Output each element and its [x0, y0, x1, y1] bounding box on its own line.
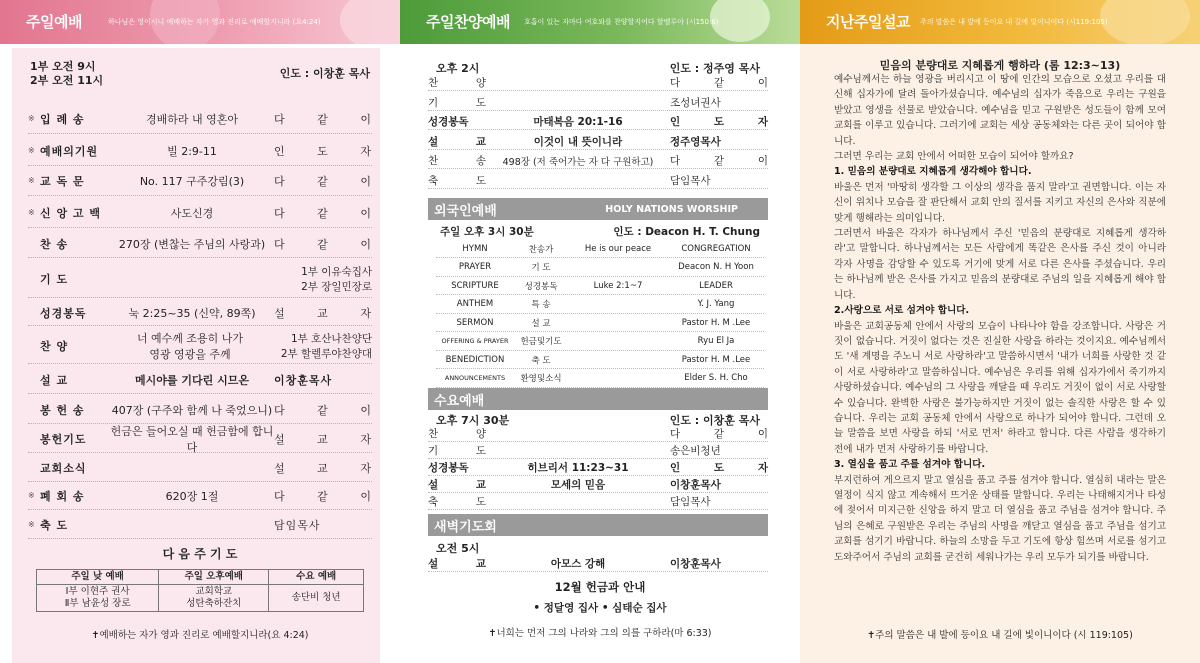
- footer-verse: ✝예배하는 자가 영과 진리로 예배할지니라(요 4:24): [91, 630, 309, 641]
- order-person: [270, 264, 372, 294]
- order-row: [28, 328, 372, 364]
- order-label: 봉헌기도: [40, 432, 87, 446]
- row-en: HYMN: [462, 243, 488, 254]
- sermon-body: [834, 72, 1166, 565]
- order-person-text: 설 교 자: [274, 432, 372, 446]
- foreign-row: [436, 333, 764, 351]
- order-item: [110, 488, 274, 504]
- foreign-title-en: HOLY NATIONS WORSHIP: [605, 203, 738, 215]
- page-title: 주일찬양예배: [426, 13, 510, 31]
- offering-title: 12월 헌금과 안내: [554, 580, 646, 594]
- row-person: 인 도 자: [670, 116, 768, 128]
- order-person: [274, 431, 372, 447]
- order-person: [274, 111, 372, 127]
- row-person: Elder S. H. Cho: [684, 373, 748, 383]
- order-person-text: 2부 할렐루야찬양대: [280, 347, 372, 360]
- service-row: [428, 443, 768, 459]
- service-time: 1부 오전 9시: [30, 60, 96, 73]
- row-person: 이창훈목사: [670, 558, 721, 570]
- foreign-time: 주일 오후 3시 30분: [440, 226, 534, 238]
- order-row: [28, 136, 372, 166]
- order-item: [110, 236, 274, 252]
- row-item: 498장 (저 죽어가는 자 다 구원하고): [502, 156, 654, 168]
- order-item-text: 407장 (구주와 함께 나 죽었으니): [111, 403, 273, 417]
- row-label: 찬 양: [428, 77, 486, 89]
- order-item: [110, 330, 270, 362]
- header-band-sermon: [800, 0, 1200, 44]
- row-label: 찬 양: [428, 428, 486, 440]
- order-person-text: 다 같 이: [274, 112, 372, 126]
- row-label: 성경봉독: [428, 116, 469, 128]
- row-label: 축 도: [428, 496, 486, 508]
- col-header: 수요 예배: [269, 570, 364, 585]
- row-person: Deacon N. H Yoon: [678, 262, 754, 272]
- next-week-table: [36, 569, 364, 612]
- order-item-text: No. 117 구주강림(3): [139, 174, 245, 188]
- row-person: 이창훈목사: [670, 479, 721, 491]
- row-en: OFFERING & PRAYER: [441, 337, 509, 345]
- order-label: 예배의기원: [40, 144, 99, 158]
- service-time: 2부 오전 11시: [30, 74, 104, 87]
- order-label: 찬 송: [40, 237, 69, 251]
- row-ko: 헌금및기도: [520, 337, 562, 347]
- dawn-header: [428, 514, 768, 536]
- afternoon-prayers: 교회학교 성탄축하잔치: [159, 585, 269, 612]
- order-row: [28, 425, 372, 453]
- row-en: BENEDICTION: [445, 354, 505, 365]
- foreign-row: [436, 314, 764, 332]
- service-row: [428, 426, 768, 442]
- dawn-time: 오전 5시: [436, 542, 480, 555]
- row-person: 정주영목사: [670, 135, 721, 148]
- order-person-text: 설 교 자: [274, 461, 372, 475]
- order-item: [110, 305, 274, 321]
- order-person: [274, 372, 372, 388]
- order-item: [110, 372, 274, 388]
- order-person-text: 1부 호산나찬양단: [290, 332, 372, 345]
- order-item: [110, 173, 274, 189]
- foreign-row: [436, 259, 764, 277]
- row-en: PRAYER: [458, 262, 492, 272]
- row-ko: 찬송가: [528, 244, 554, 255]
- order-row: [28, 166, 372, 196]
- row-en: SCRIPTURE: [451, 280, 499, 291]
- foreign-row: [436, 277, 764, 295]
- row-ko: 축 도: [531, 355, 551, 366]
- header-verse: 하나님은 영이시니 예배하는 자가 영과 진리로 예배할지니라 (요4:24): [108, 18, 321, 26]
- row-person: 다 같 이: [670, 155, 768, 167]
- row-person: Pastor H. M .Lee: [681, 354, 751, 365]
- order-label: 찬 양: [40, 339, 69, 353]
- row-person: 담임목사: [670, 174, 711, 187]
- order-item: [110, 143, 274, 159]
- row-ko: 성경봉독: [524, 281, 558, 292]
- foreign-row: [436, 240, 764, 258]
- sermon-title: 믿음의 분량대로 지혜롭게 행하라 (롬 12:3~13): [879, 59, 1121, 72]
- order-person: [274, 173, 372, 189]
- order-row: [28, 454, 372, 482]
- foreign-title: 외국인예배: [434, 203, 497, 219]
- wednesday-time: 오후 7시 30분: [436, 414, 510, 427]
- order-item-text: 눅 2:25~35 (신약, 89쪽): [128, 306, 256, 320]
- foreign-leader: 인도 : Deacon H. T. Chung: [613, 226, 760, 238]
- order-row: [28, 300, 372, 326]
- order-item-text: 620장 1절: [165, 489, 219, 503]
- leaf-decoration-icon: [710, 0, 770, 42]
- order-label: 입 례 송: [40, 112, 85, 126]
- foreign-row: [436, 370, 764, 388]
- order-person-text: 설 교 자: [274, 306, 372, 320]
- next-week-title: 다 음 주 기 도: [162, 547, 238, 561]
- order-person: [274, 305, 372, 321]
- order-person: [274, 236, 372, 252]
- row-person: CONGREGATION: [681, 243, 751, 254]
- order-person: [274, 460, 372, 476]
- wednesday-header: [428, 388, 768, 410]
- order-person-text: 이창훈목사: [274, 373, 333, 387]
- order-row: [28, 511, 372, 539]
- row-person: 담임목사: [670, 496, 711, 508]
- afternoon-time: 오후 2시: [436, 62, 480, 75]
- order-item-text: 메시야를 기다린 시므온: [135, 373, 249, 387]
- order-item-text: 270장 (변찮는 주님의 사랑과): [118, 237, 266, 251]
- footer-verse: ✝주의 말씀은 내 발에 등이요 내 길에 빛이니이다 (시 119:105): [867, 630, 1133, 641]
- row-label: 설 교: [428, 479, 486, 491]
- leader: 인도 : 이창훈 목사: [279, 67, 370, 80]
- row-label: 설 교: [428, 558, 486, 570]
- page-title: 주일예배: [26, 13, 82, 31]
- row-en: SERMON: [456, 317, 494, 328]
- wednesday-prayer: 송단비 청년: [269, 585, 364, 612]
- order-label: 폐 회 송: [40, 489, 85, 503]
- wednesday-leader: 인도 : 이창훈 목사: [669, 414, 760, 427]
- row-person: LEADER: [699, 280, 733, 291]
- order-label: 교 독 문: [40, 174, 85, 188]
- order-label: 성경봉독: [40, 306, 87, 320]
- order-person-text: 다 같 이: [274, 403, 372, 417]
- order-person: [274, 143, 372, 159]
- order-row: [28, 396, 372, 424]
- row-label: 찬 송: [428, 155, 486, 167]
- service-row: [428, 460, 768, 476]
- order-person: [274, 205, 372, 221]
- order-person-text: 인 도 자: [274, 144, 372, 158]
- dawn-row: [428, 556, 768, 572]
- row-person: Pastor H. M .Lee: [681, 317, 751, 328]
- row-person: 다 같 이: [670, 77, 768, 89]
- header-verse: 호흡이 있는 자마다 여호와를 찬양할지어다 할렐루야 (시150:6): [524, 18, 719, 26]
- afternoon-leader: 인도 : 정주영 목사: [669, 62, 760, 75]
- order-person-text: 담임목사: [274, 518, 321, 532]
- row-label: 성경봉독: [428, 462, 469, 474]
- order-item: [110, 111, 274, 127]
- service-row: [428, 95, 768, 111]
- footer-verse: ✝너희는 먼저 그의 나라와 그의 의를 구하라(마 6:33): [488, 628, 712, 639]
- order-row: [28, 198, 372, 228]
- order-label: 교회소식: [40, 461, 87, 475]
- order-person-text: 다 같 이: [274, 206, 372, 220]
- order-row: [28, 366, 372, 394]
- row-person: 다 같 이: [670, 428, 768, 440]
- order-item-text: 헌금은 들어오실 때 헌금함에 합니다: [110, 424, 274, 454]
- required-mark: ※: [28, 520, 35, 529]
- header-verse: 주의 말씀은 내 발에 등이요 내 길에 빛이니이다 (시119:105): [920, 18, 1108, 26]
- service-row: [428, 153, 768, 169]
- column-sunday-worship: [0, 0, 400, 663]
- order-label: 축 도: [40, 518, 69, 532]
- order-item-text: 경배하라 내 영혼아: [145, 112, 238, 126]
- row-label: 설 교: [428, 135, 486, 148]
- foreign-row: [436, 296, 764, 314]
- sermon-point-heading: 1. 믿음의 분량대로 지혜롭게 생각해야 합니다.: [834, 166, 1032, 178]
- row-person: 송은비청년: [670, 445, 721, 457]
- column-praise-worship: [400, 0, 800, 663]
- required-mark: ※: [28, 176, 35, 185]
- order-row: [28, 104, 372, 134]
- sermon-paragraph: 바울은 교회공동체 안에서 사랑의 모습이 나타나야 함을 강조합니다. 사랑은 거짓이 없습니다. 거짓이 없다는 것은 진실한 사랑을 하라는 것이지요. 예수님께서도 '새 계명을 주노니 서로 사랑하라'고 말씀하시면서 '내가 너희를 사랑한 것 같이 서로 사랑하라'고 말씀하십니다. 예수님은 우리를 위해 십자가에서 죽기까지 사랑하셨습니다. 예수님의 그 사랑을 깨달을 때 우리도 거짓이 없이 서로 사랑할 수 있습니다. 완벽한 사랑은 불가능하지만 거짓이 없는 솔직한 사랑은 할 수 있습니다. 우리는 교회 공동체 안에서 사랑으로 하나가 되어야 합니다. 그런데 오늘 말씀을 보면 사랑을 하되 '서로 먼저' 하라고 합니다. 다른 사람을 생각하기 전에 내가 먼저 사랑하기를 바랍니다.: [834, 320, 1166, 455]
- order-person: [274, 488, 372, 504]
- order-person-text: 다 같 이: [274, 237, 372, 251]
- row-item: Luke 2:1~7: [593, 280, 643, 291]
- order-item: [110, 205, 274, 221]
- order-person-text: 2부 장일민장로: [301, 280, 372, 293]
- order-item-text: 사도신경: [170, 206, 214, 220]
- service-row: [428, 477, 768, 493]
- col-header: 주일 낮 예배: [37, 570, 159, 585]
- order-item-text: 빌 2:9-11: [167, 144, 217, 158]
- wednesday-title: 수요예배: [434, 393, 485, 409]
- row-item: 히브리서 11:23~31: [527, 462, 629, 474]
- dawn-title: 새벽기도회: [434, 519, 497, 535]
- header-band-praise: [400, 0, 800, 44]
- order-row: [28, 230, 372, 258]
- row-person: Ryu El Ja: [697, 336, 735, 346]
- sermon-paragraph: 예수님께서는 하늘 영광을 버리시고 이 땅에 인간의 모습으로 오셨고 우리를 대신해 십자가에 달려 돌아가셨습니다. 예수님의 십자가 죽음으로 우리는 구원을 받았고 영생을 선물로 받았습니다. 예수님을 믿고 구원받은 성도들이 함께 모여 교회를 이루고 있습니다. 그러기에 교회는 세상 공동체와는 다른 곳이 되어야 합니다.: [834, 74, 1166, 147]
- page-title: 지난주일설교: [826, 13, 910, 31]
- sunday-prayers: Ⅰ부 이현주 권사 Ⅱ부 남윤성 장로: [37, 585, 159, 612]
- sermon-paragraph: 그러면 우리는 교회 안에서 어떠한 모습이 되어야 할까요?: [834, 151, 1074, 163]
- sermon-point-heading: 2.사랑으로 서로 섬겨야 합니다.: [834, 305, 970, 317]
- row-label: 축 도: [428, 174, 486, 187]
- offering-names: • 정달영 집사 • 심태순 집사: [533, 602, 667, 614]
- required-mark: ※: [28, 114, 35, 123]
- order-person-text: 1부 이유숙집사: [301, 265, 372, 278]
- order-label: 신 앙 고 백: [40, 206, 101, 220]
- foreign-header: [428, 198, 768, 220]
- order-person-text: 다 같 이: [274, 174, 372, 188]
- order-label: 설 교: [40, 373, 69, 387]
- required-mark: ※: [28, 146, 35, 155]
- row-person: 인 도 자: [670, 462, 768, 474]
- service-row: [428, 494, 768, 510]
- service-row: [428, 134, 768, 150]
- row-item: He is our peace: [584, 243, 652, 254]
- sermon-paragraph: 그러면서 바울은 각자가 하나님께서 주신 '믿음의 분량대로 지혜롭게 생각하라'고 말합니다. 하나님께서는 모든 사람에게 똑같은 은사를 주신 것이 아니라 각자 사명을 감당할 수 있도록 거기에 맞게 서로 다른 은사를 주셨습니다. 우리는 하나님께 받은 은사를 가지고 믿음의 분량대로 주님의 일을 지혜롭게 해야 합니다.: [834, 228, 1166, 301]
- row-ko: 설 교: [531, 318, 551, 329]
- service-row: [428, 173, 768, 189]
- row-en: ANTHEM: [456, 299, 494, 309]
- order-person: [274, 517, 372, 533]
- order-person: [274, 402, 372, 418]
- required-mark: ※: [28, 491, 35, 500]
- row-ko: 환영및소식: [520, 374, 562, 384]
- order-item-text: 너 예수께 조용히 나가: [136, 331, 244, 345]
- leaf-decoration-icon: [1100, 0, 1190, 44]
- sermon-paragraph: 바울은 먼저 '마땅히 생각할 그 이상의 생각을 품지 말라'고 권면합니다. 이는 자신이 위치나 모습을 잘 판단해서 교회 안의 질서를 지키고 자신의 은사와 직분에 맞게 행해라는 의미입니다.: [834, 181, 1166, 224]
- sermon-paragraph: 부지런하여 게으르지 말고 열심을 품고 주를 섬겨야 합니다. 열심히 내라는 말은 열정이 식지 않고 계속해서 뜨거운 상태를 말합니다. 우리는 나태해지거나 타성에 젖어서 미지근한 신앙을 하지 말고 더 열심을 품고 주님을 섬겨야 합니다. 주님의 은혜로 구원받은 우리는 주님의 사명을 깨닫고 열심을 품고 주님을 섬기고 교회를 섬기기 바랍니다. 하늘의 소망을 두고 기도에 항상 힘쓰며 서로를 섬기고 도와주어서 주님의 교회를 굳건히 세워나가는 우리 모두가 되기를 바랍니다.: [834, 474, 1166, 563]
- row-person: 조성녀권사: [670, 96, 721, 109]
- order-label: 기 도: [40, 272, 69, 286]
- row-en: ANNOUNCEMENTS: [444, 374, 506, 382]
- row-item: 모세의 믿음: [550, 479, 606, 491]
- row-person: Y. J. Yang: [697, 299, 735, 309]
- order-row: [28, 482, 372, 510]
- sermon-point-heading: 3. 열심을 품고 주를 섬겨야 합니다.: [834, 459, 986, 471]
- order-person: [270, 331, 372, 361]
- foreign-row: [436, 351, 764, 369]
- service-row: [428, 75, 768, 91]
- order-item: [110, 402, 274, 418]
- order-item-text: 영광 영광을 주께: [149, 347, 231, 361]
- column-last-sermon: [800, 0, 1200, 663]
- row-ko: 기 도: [531, 263, 551, 273]
- col-header: 주일 오후예배: [159, 570, 269, 585]
- order-person-text: 다 같 이: [274, 489, 372, 503]
- order-item: [110, 423, 274, 455]
- row-label: 기 도: [428, 96, 486, 109]
- row-item: 마태복음 20:1-16: [533, 116, 623, 128]
- order-row: [28, 260, 372, 298]
- blossom-decoration-icon: [340, 0, 400, 44]
- row-item: 이것이 내 뜻이니라: [533, 135, 623, 148]
- row-label: 기 도: [428, 445, 486, 457]
- order-label: 봉 헌 송: [40, 403, 85, 417]
- required-mark: ※: [28, 208, 35, 217]
- header-band-sunday: [0, 0, 400, 44]
- row-ko: 특 송: [531, 300, 551, 310]
- service-row: [428, 114, 768, 130]
- row-item: 아모스 강해: [550, 558, 606, 570]
